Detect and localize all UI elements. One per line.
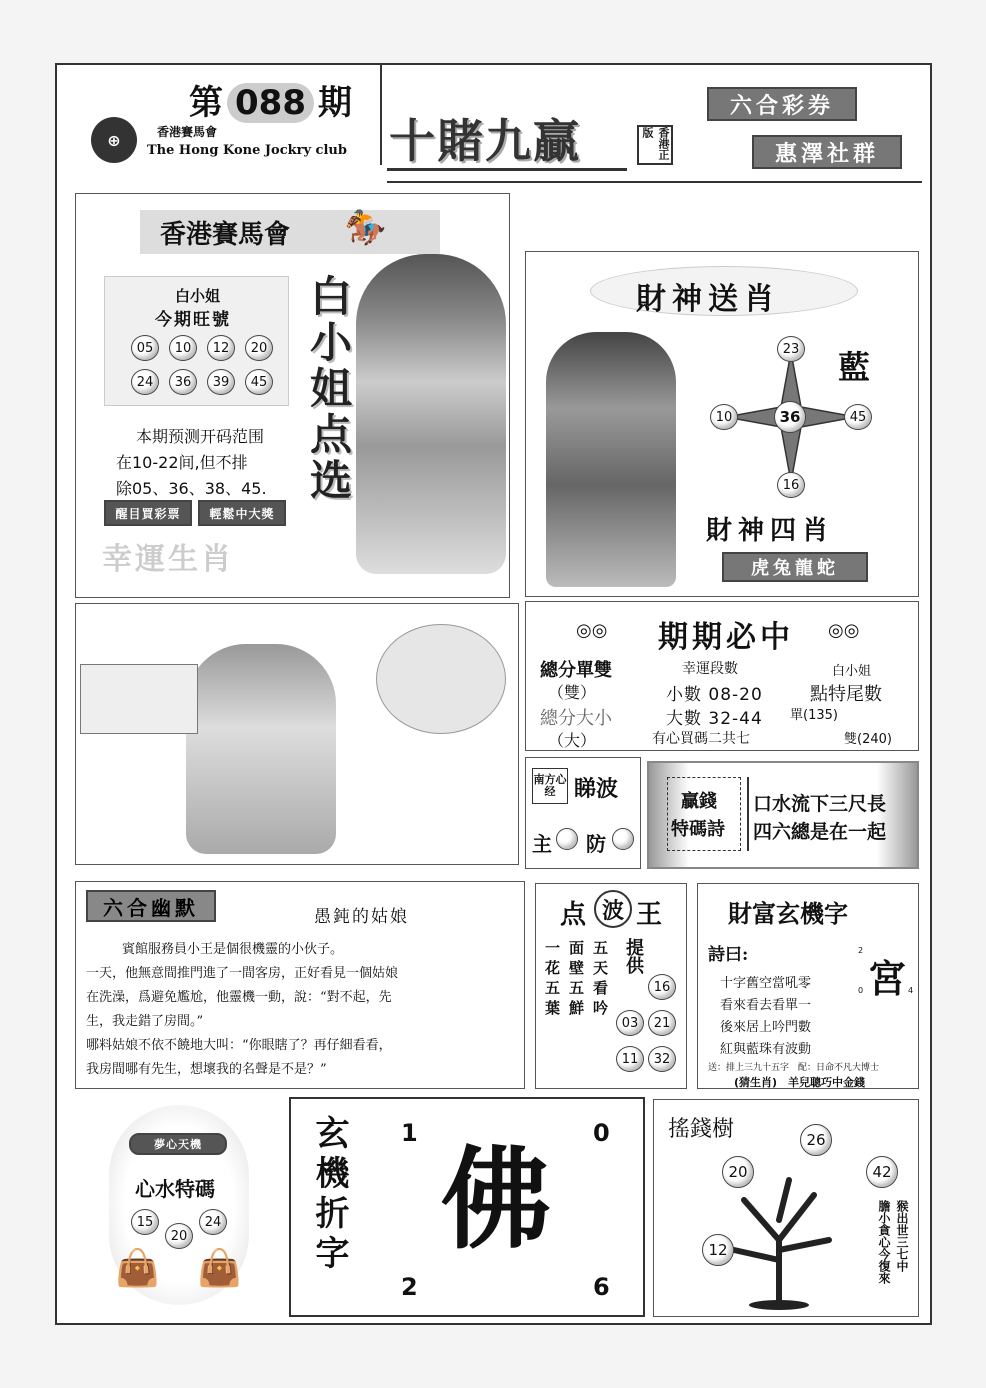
caishen-right-number: 45 <box>844 404 872 430</box>
fence-illustration <box>80 664 198 734</box>
qiqi-left-3: 總分大小 <box>540 708 612 729</box>
caishen-center-number: 36 <box>774 401 806 433</box>
predict-line: 除05、36、38、45. <box>116 479 267 498</box>
dianbo-provide: 提供 <box>623 938 644 974</box>
caifu-line: 後來居上吟門數 <box>720 1020 812 1035</box>
qiqi-panel <box>525 601 919 751</box>
caifu-note-2: (猜生肖) 羊兒聰巧中金錢 <box>734 1076 866 1089</box>
lucky-number-ball: 36 <box>169 369 197 395</box>
boy-walking-illustration <box>186 644 336 854</box>
money-tree-poem-right: 猴出世三七中 <box>895 1200 909 1272</box>
dianbo-col-2: 面壁五鮮 <box>567 940 585 1020</box>
caifu-line: 紅與藍珠有波動 <box>720 1042 812 1057</box>
caifu-tiny: 4 <box>908 986 914 995</box>
humor-line: 哪料姑娘不依不饒地大叫：“你眼瞎了？再仔細看看， <box>86 1038 392 1053</box>
lucky-bag-icon: 👜 <box>197 1248 242 1289</box>
xuanji-big-char: 佛 <box>441 1136 551 1264</box>
xuanji-number-tr: 0 <box>593 1119 610 1147</box>
main-title-underline <box>387 168 627 171</box>
qiqi-title: 期期必中 <box>658 620 794 655</box>
lucky-number-ball: 45 <box>245 369 273 395</box>
faded-lucky-zodiac: 幸運生肖 <box>102 542 234 577</box>
dianbo-t1: 点 <box>560 900 587 930</box>
money-tree-number: 20 <box>722 1156 754 1188</box>
god-of-wealth-figure <box>546 332 676 587</box>
money-tree-poem-left: 膽小貪心今復來 <box>877 1200 891 1284</box>
xuanji-panel <box>289 1097 645 1317</box>
predict-line: 本期预测开码范围 <box>136 427 265 446</box>
issue-prefix: 第 <box>189 83 223 123</box>
xuanji-number-bl: 2 <box>401 1273 418 1301</box>
dianbo-number: 16 <box>648 974 676 1000</box>
caishen-zodiac: 虎兔龍蛇 <box>722 552 868 582</box>
slogan-2: 輕鬆中大獎 <box>198 500 286 526</box>
humor-line: 在洗澡，爲避免尷尬，他靈機一動，說：“對不起，先 <box>86 990 392 1005</box>
nanfang-title: 睇波 <box>574 777 619 802</box>
poem-line-1: 口水流下三尺長 <box>753 793 887 815</box>
issue-title <box>189 75 352 124</box>
newspaper-page <box>55 63 932 1325</box>
dianbo-number: 11 <box>616 1046 644 1072</box>
header-left <box>57 65 382 165</box>
money-tree-panel <box>653 1099 919 1317</box>
tree-icon <box>694 1140 864 1310</box>
nanfang-main: 主 <box>532 832 552 856</box>
tag-mark-six: 六合彩券 <box>707 87 857 121</box>
genuine-stamp: 香港正版 <box>637 125 673 165</box>
lucky-number-ball: 12 <box>207 335 235 361</box>
cd-icon: ◎◎ <box>828 620 860 641</box>
money-tree-number: 26 <box>800 1124 832 1156</box>
xinshui-top: 夢心天機 <box>129 1133 227 1155</box>
qiqi-mid-2: 小數 08-20 <box>666 685 763 705</box>
caishen-left-number: 10 <box>710 404 738 430</box>
card-line1: 白小姐 <box>175 287 221 305</box>
horse-icon: 🏇 <box>344 208 387 248</box>
xuanji-number-tl: 1 <box>401 1119 418 1147</box>
caifu-tiny: 2 <box>858 946 864 955</box>
caishen-top-number: 23 <box>777 336 805 362</box>
qiqi-left-4: （大） <box>548 731 597 750</box>
miss-bai-panel <box>75 193 510 598</box>
issue-suffix: 期 <box>317 83 352 123</box>
money-tree-number: 42 <box>866 1156 898 1188</box>
humor-subtitle: 愚鈍的姑娘 <box>314 907 409 927</box>
nanfang-panel <box>525 757 641 869</box>
caishen-subtitle: 財神四肖 <box>706 516 835 546</box>
rock-illustration <box>376 624 506 734</box>
xinshui-title: 心水特碼 <box>135 1177 215 1201</box>
header-rule <box>387 181 922 183</box>
caishen-panel <box>525 251 919 597</box>
xuanji-vertical: 玄機折字 <box>309 1115 349 1275</box>
poem-line-2: 四六總是在一起 <box>753 821 887 843</box>
xuanji-number-br: 6 <box>593 1273 610 1301</box>
humor-line: 賓館服務員小王是個很機靈的小伙子。 <box>122 942 344 957</box>
dianbo-number: 21 <box>648 1010 676 1036</box>
dianbo-t3: 王 <box>636 900 663 930</box>
lucky-number-ball: 05 <box>131 335 159 361</box>
dianbo-col-1: 一花五葉 <box>543 940 561 1020</box>
caishen-color-char: 藍 <box>838 348 871 386</box>
poem-label-2: 特碼詩 <box>671 819 725 840</box>
xinshui-number: 15 <box>131 1209 159 1235</box>
special-poem-box <box>647 761 919 869</box>
nanfang-tag: 南方心经 <box>532 768 568 804</box>
nanfang-guard: 防 <box>586 832 606 856</box>
qiqi-mid-3: 大數 32-44 <box>666 709 763 729</box>
cd-icon: ◎◎ <box>576 620 608 641</box>
caifu-title: 財富玄機字 <box>728 900 848 928</box>
caifu-line: 十字舊空當吼零 <box>720 976 812 991</box>
poem-divider <box>747 777 749 851</box>
poem-label-1: 贏錢 <box>681 791 717 812</box>
boy-illustration-panel <box>75 603 519 865</box>
hkjc-logo: ⊕ <box>91 117 137 163</box>
qiqi-right-1: 白小姐 <box>832 664 872 679</box>
lucky-number-ball: 10 <box>169 335 197 361</box>
club-name-en: The Hong Kone Jockry club <box>147 143 347 158</box>
caifu-char: 宮 <box>868 957 907 1001</box>
caishen-title: 財神送肖 <box>636 282 780 317</box>
slogan-1: 醒目買彩票 <box>104 500 192 526</box>
dianbo-t2: 波 <box>594 890 632 928</box>
card-line2: 今期旺號 <box>155 310 231 330</box>
qiqi-left-2: （雙） <box>548 683 597 702</box>
qiqi-mid-1: 幸運段數 <box>682 661 738 677</box>
banner-hkjc-text: 香港賽馬會 <box>160 220 291 250</box>
humor-line: 生，我走錯了房間。” <box>86 1014 204 1029</box>
humor-title: 六合幽默 <box>86 890 216 922</box>
caishen-bottom-number: 16 <box>777 472 805 498</box>
dianbo-number: 32 <box>648 1046 676 1072</box>
qiqi-right-2: 點特尾數 <box>810 684 882 705</box>
money-tree-title: 搖錢樹 <box>668 1117 735 1142</box>
miss-bai-vertical-title: 白小姐点选 <box>304 274 353 504</box>
qiqi-right-4: 雙(240) <box>844 732 892 747</box>
caifu-note-1: 送：排上三九十五字 配：日命不凡大博士 <box>708 1063 880 1073</box>
caifu-panel <box>697 883 919 1089</box>
lucky-bag-icon: 👜 <box>115 1248 160 1289</box>
xinshui-panel <box>109 1105 249 1305</box>
lucky-number-ball: 20 <box>245 335 273 361</box>
humor-line: 一天，他無意間推門進了一間客房，正好看見一個姑娘 <box>86 966 399 981</box>
model-photo <box>356 254 506 574</box>
lucky-card <box>104 276 289 406</box>
xinshui-number: 24 <box>199 1209 227 1235</box>
main-title: 十賭九贏 <box>389 114 581 168</box>
issue-number: 088 <box>227 83 314 123</box>
caifu-poem-label: 詩曰: <box>708 945 749 965</box>
predict-line: 在10-22间,但不排 <box>116 453 248 472</box>
club-name-cn: 香港賽馬會 <box>157 125 218 139</box>
ball-icon <box>556 828 578 850</box>
caifu-tiny: 0 <box>858 986 864 995</box>
tag-community: 惠澤社群 <box>752 135 902 169</box>
qiqi-left-1: 總分單雙 <box>540 660 612 681</box>
humor-panel <box>75 881 525 1089</box>
money-tree-number: 12 <box>702 1234 734 1266</box>
lucky-number-ball: 24 <box>131 369 159 395</box>
qiqi-mid-4: 有心買碼二共七 <box>652 731 750 747</box>
qiqi-right-3: 單(135) <box>790 708 838 723</box>
ball-icon <box>612 828 634 850</box>
xinshui-number: 20 <box>165 1223 193 1249</box>
dianbo-col-3: 五天看吟 <box>591 940 609 1020</box>
caifu-line: 看來看去看單一 <box>720 998 812 1013</box>
lucky-number-ball: 39 <box>207 369 235 395</box>
dianbo-panel <box>535 883 687 1089</box>
humor-line: 我房間哪有先生，想壞我的名聲是不是？” <box>86 1062 327 1077</box>
dianbo-number: 03 <box>616 1010 644 1036</box>
